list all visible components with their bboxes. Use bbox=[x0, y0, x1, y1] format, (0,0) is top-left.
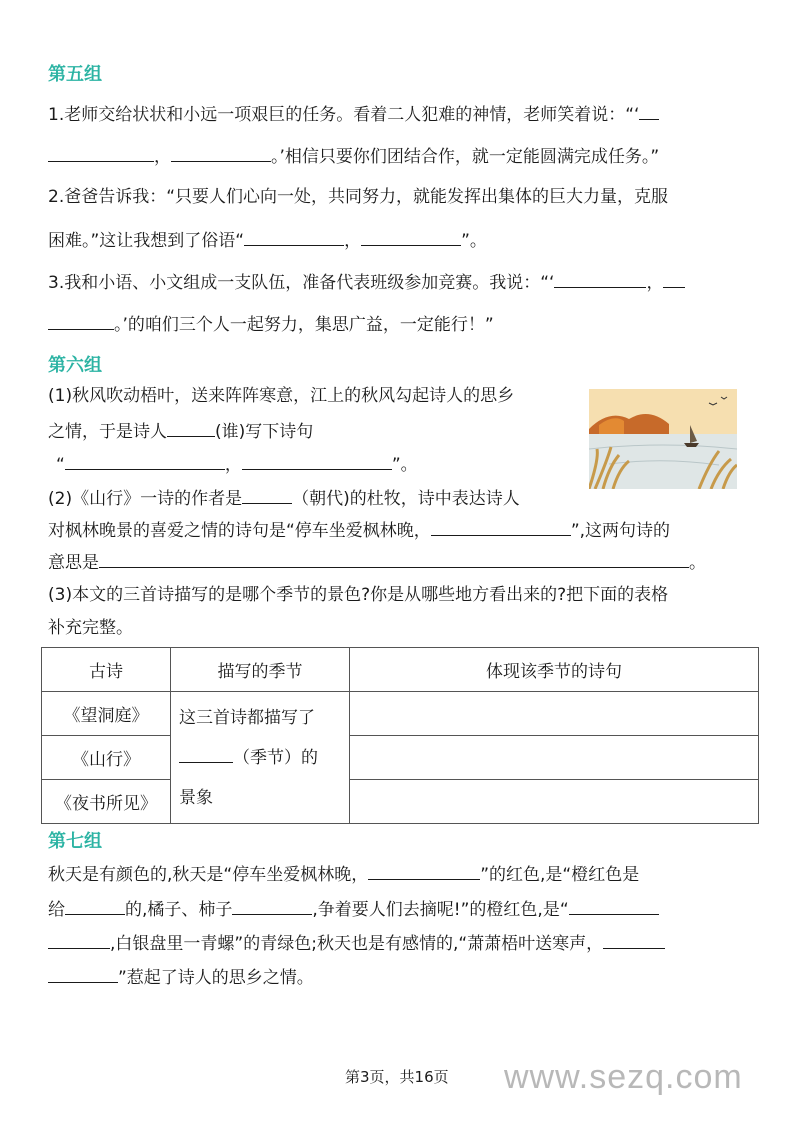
g7-blank-4b[interactable] bbox=[48, 930, 110, 949]
q2-text-end: ”。 bbox=[461, 231, 487, 251]
p1-text: 之情，于是诗人 bbox=[48, 422, 167, 442]
group6-title: 第六组 bbox=[48, 355, 102, 376]
poem-cell: 《夜书所见》 bbox=[42, 780, 171, 824]
group6-p1-line2 bbox=[48, 418, 313, 444]
q1-sep: ， bbox=[154, 147, 171, 167]
g7-blank-5b[interactable] bbox=[48, 964, 118, 983]
table-row bbox=[42, 780, 759, 824]
q2-blank-1[interactable] bbox=[244, 227, 344, 246]
group5-q3-line1 bbox=[48, 269, 685, 295]
group7-line4 bbox=[48, 964, 314, 990]
table-header-row bbox=[42, 648, 759, 692]
p1-quote-open: “ bbox=[56, 455, 65, 475]
q1-text: 1.老师交给状状和小远一项艰巨的任务。看着二人犯难的神情，老师笑着说：“‘ bbox=[48, 105, 640, 125]
p2-blank-verse[interactable] bbox=[431, 517, 571, 536]
p1-blank-verse-2[interactable] bbox=[242, 451, 392, 470]
g7-text-2-end: ,争着要人们去摘呢!”的橙红色,是“ bbox=[312, 900, 569, 920]
group7-line2 bbox=[48, 896, 659, 922]
group6-p1-line3 bbox=[56, 451, 418, 477]
group6-p2-line3 bbox=[48, 549, 706, 575]
q2-text: 困难。”这让我想到了俗语“ bbox=[48, 231, 245, 251]
group5-q2-line2 bbox=[48, 227, 487, 253]
group7-title: 第七组 bbox=[48, 831, 102, 852]
q3-blank-1[interactable] bbox=[554, 269, 646, 288]
header-season: 描写的季节 bbox=[171, 648, 350, 692]
season-paren: （季节）的 bbox=[233, 747, 318, 768]
verse-answer-cell[interactable] bbox=[350, 736, 759, 780]
g7-text-1-end: ”的红色,是“橙红色是 bbox=[480, 865, 640, 885]
season-text-2 bbox=[179, 738, 341, 778]
group7-line3 bbox=[48, 930, 665, 956]
q1-blank-1[interactable] bbox=[639, 101, 659, 120]
group5-title: 第五组 bbox=[48, 64, 102, 85]
poem-cell: 《山行》 bbox=[42, 736, 171, 780]
q3-text: 3.我和小语、小文组成一支队伍，准备代表班级参加竞赛。我说：“‘ bbox=[48, 273, 555, 293]
season-text-1: 这三首诗都描写了 bbox=[179, 707, 315, 728]
q1-blank-1b[interactable] bbox=[48, 143, 154, 162]
header-poem: 古诗 bbox=[42, 648, 171, 692]
poem-cell: 《望洞庭》 bbox=[42, 692, 171, 736]
g7-blank-2[interactable] bbox=[65, 896, 125, 915]
group5-q1-line2 bbox=[48, 143, 659, 169]
table-row bbox=[42, 736, 759, 780]
header-verse: 体现该季节的诗句 bbox=[350, 648, 759, 692]
p2-blank-dynasty[interactable] bbox=[242, 485, 292, 504]
group7-line1 bbox=[48, 861, 639, 887]
season-blank[interactable] bbox=[179, 744, 233, 763]
g7-blank-5[interactable] bbox=[603, 930, 665, 949]
group6-p3-line1: (3)本文的三首诗描写的是哪个季节的景色?你是从哪些地方看出来的?把下面的表格 bbox=[48, 585, 669, 605]
q1-blank-2[interactable] bbox=[171, 143, 271, 162]
g7-text-1: 秋天是有颜色的,秋天是“停车坐爱枫林晚， bbox=[48, 865, 369, 885]
q3-blank-2[interactable] bbox=[663, 269, 685, 288]
g7-text-4: ”惹起了诗人的思乡之情。 bbox=[118, 968, 314, 988]
g7-blank-4[interactable] bbox=[569, 896, 659, 915]
seasons-table bbox=[41, 647, 759, 824]
table-row bbox=[42, 692, 759, 736]
p2-blank-meaning[interactable] bbox=[99, 549, 689, 568]
watermark: www.sezq.com bbox=[504, 1058, 743, 1096]
q2-blank-2[interactable] bbox=[361, 227, 461, 246]
p2-text-end: （朝代)的杜牧，诗中表达诗人 bbox=[292, 489, 520, 509]
p2-text-2: 对枫林晚景的喜爱之情的诗句是“停车坐爱枫林晚， bbox=[48, 521, 431, 541]
season-text-3: 景象 bbox=[179, 787, 213, 808]
g7-blank-1[interactable] bbox=[368, 861, 480, 880]
p2-text-2-end: ”,这两句诗的 bbox=[570, 521, 671, 541]
group6-p1-line1: (1)秋风吹动梧叶，送来阵阵寒意，江上的秋风勾起诗人的思乡 bbox=[48, 386, 515, 406]
group5-q2-line1: 2.爸爸告诉我：“只要人们心向一处，共同努力，就能发挥出集体的巨大力量，克服 bbox=[48, 187, 669, 207]
p1-blank-verse-1[interactable] bbox=[65, 451, 225, 470]
group5-q3-line2 bbox=[48, 311, 494, 337]
q2-sep: ， bbox=[344, 231, 362, 251]
p1-quote-close: ”。 bbox=[391, 455, 418, 475]
autumn-river-illustration bbox=[589, 389, 737, 489]
season-cell bbox=[171, 692, 350, 824]
p1-text-end: (谁)写下诗句 bbox=[215, 422, 314, 442]
p1-blank-poet[interactable] bbox=[167, 418, 215, 437]
g7-text-2-mid: 的,橘子、柿子 bbox=[125, 900, 233, 920]
q3-sep: ， bbox=[646, 273, 664, 293]
q3-text-end: 。’的咱们三个人一起努力，集思广益，一定能行！” bbox=[114, 315, 494, 335]
group6-p2-line2 bbox=[48, 517, 670, 543]
g7-text-3: ,白银盘里一青螺”的青绿色;秋天也是有感情的,“萧萧梧叶送寒声， bbox=[110, 934, 604, 954]
group6-p2-line1 bbox=[48, 485, 520, 511]
g7-blank-3[interactable] bbox=[232, 896, 312, 915]
g7-text-2: 给 bbox=[48, 900, 65, 920]
group6-p3-line2: 补充完整。 bbox=[48, 618, 133, 638]
group5-q1-line1 bbox=[48, 101, 659, 127]
verse-answer-cell[interactable] bbox=[350, 780, 759, 824]
p2-text: (2)《山行》一诗的作者是 bbox=[48, 489, 243, 509]
q3-blank-2b[interactable] bbox=[48, 311, 114, 330]
q1-text-end: 。’相信只要你们团结合作，就一定能圆满完成任务。” bbox=[271, 147, 660, 167]
p2-period: 。 bbox=[689, 553, 706, 573]
p1-sep: ， bbox=[224, 455, 242, 475]
page-number: 第3页，共16页 bbox=[345, 1068, 449, 1086]
p2-meaning-label: 意思是 bbox=[48, 553, 99, 573]
verse-answer-cell[interactable] bbox=[350, 692, 759, 736]
